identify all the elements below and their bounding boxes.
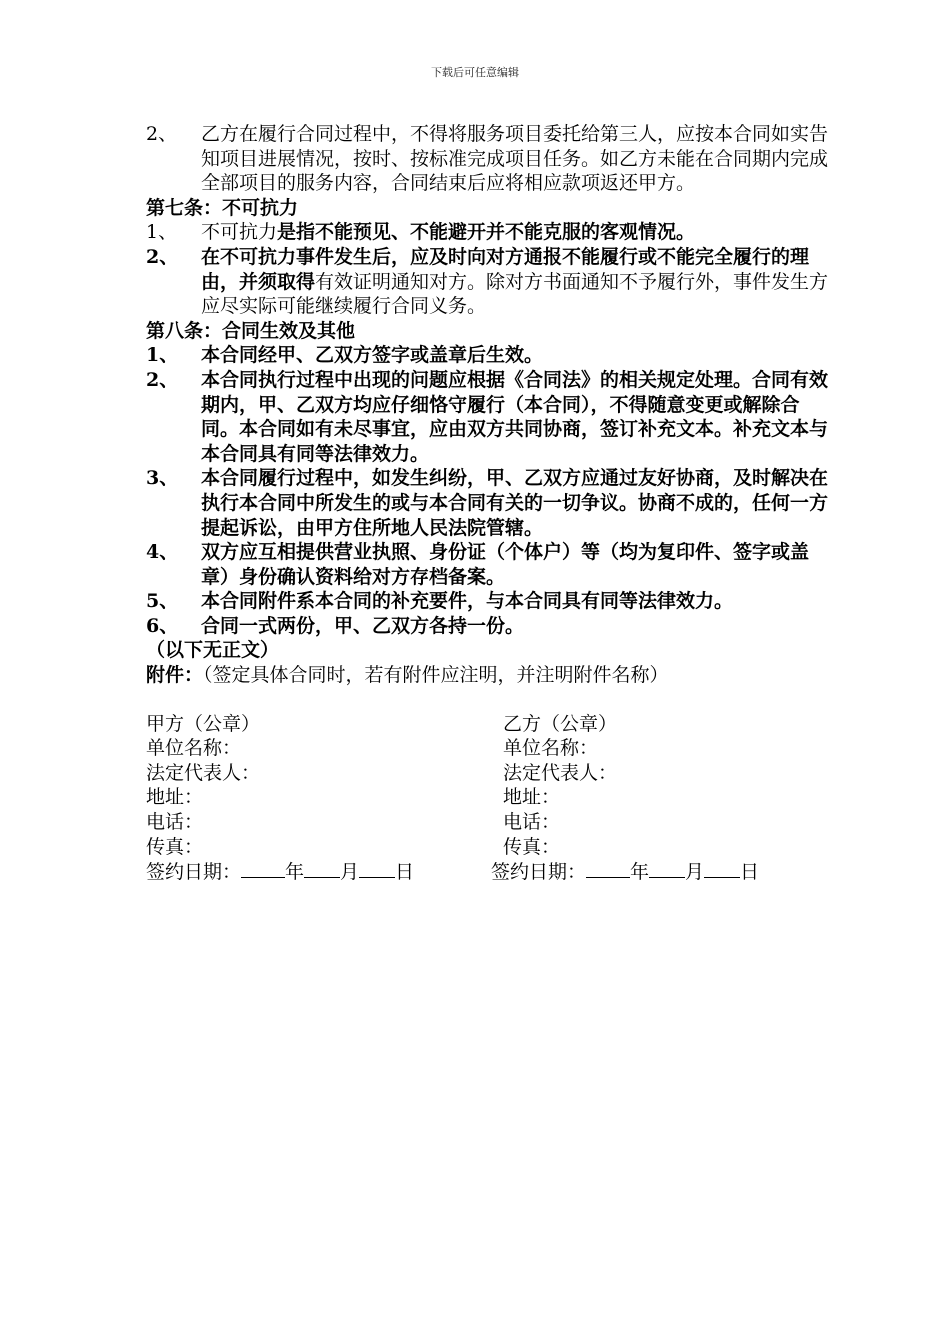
day-label: 日 [395,861,415,884]
month-label: 月 [340,861,360,884]
item-number: 4、 [146,541,179,564]
year-label: 年 [630,861,650,884]
item-text: 本合同履行过程中，如发生纠纷，甲、乙双方应通过友好协商，及时解决在执行本合同中所发生的或与本合同有关的一切争议。协商不成的，任何一方提起诉讼，由甲方住所地人民法院管辖。 [201,467,829,539]
party-a-seal: 甲方（公章） [146,712,261,735]
party-b-date [491,859,759,885]
clause6-item-2 [146,122,836,196]
party-a-phone: 电话： [146,811,204,834]
year-blank[interactable] [586,859,630,878]
year-label: 年 [285,861,305,884]
year-blank[interactable] [241,859,285,878]
party-b-phone: 电话： [503,811,561,834]
item-number: 1、 [146,344,179,367]
item-text: 本合同附件系本合同的补充要件，与本合同具有同等法律效力。 [201,590,734,613]
item-number: 1、 [146,221,178,244]
item-text: 乙方在履行合同过程中，不得将服务项目委托给第三人，应按本合同如实告知项目进展情况，按时、按标准完成项目任务。如乙方未能在合同期内完成全部项目的服务内容，合同结束后应将相应款项返还甲方。 [201,123,829,195]
item-text: 双方应互相提供营业执照、身份证（个体户）等（均为复印件、签字或盖章）身份确认资料给对方存档备案。 [201,541,810,588]
clause8-item-5 [146,589,836,614]
signature-row-phone [146,810,836,835]
clause7-item-2 [146,245,836,319]
end-note: （以下无正文） [146,639,280,662]
signature-row-address [146,785,836,810]
item-number: 5、 [146,590,179,613]
clause8-item-6 [146,614,836,639]
clause8-item-4 [146,540,836,589]
item-number: 6、 [146,614,179,637]
signature-row-company [146,736,836,761]
party-a-address: 地址： [146,786,204,809]
party-b-fax: 传真： [503,835,561,858]
signature-row-date [146,859,836,884]
item-text: 本合同执行过程中出现的问题应根据《合同法》的相关规定处理。合同有效期内，甲、乙双方均应仔细恪守履行（本合同），不得随意变更或解除合同。本合同如有未尽事宜，应由双方共同协商，签订补充文本。补充文本与本合同具有同等法律效力。 [201,368,829,465]
item-number: 2、 [146,123,178,145]
month-blank[interactable] [304,859,340,878]
signature-row-fax [146,835,836,860]
day-label: 日 [740,861,760,884]
attachment-text: （签定具体合同时，若有附件应注明，并注明附件名称） [203,664,669,687]
attachment-line [146,663,836,688]
item-text: 本合同经甲、乙双方签字或盖章后生效。 [201,344,544,367]
day-blank[interactable] [359,859,395,878]
item-text-bold: 是指不能预见、不能避开并不能克服的客观情况。 [277,221,696,244]
attachment-label: 附件： [146,664,204,687]
clause7-title: 第七条：不可抗力 [146,196,299,219]
month-label: 月 [685,861,705,884]
clause8-title: 第八条：合同生效及其他 [146,319,356,342]
item-number: 2、 [146,245,179,268]
item-text-regular: 有效证明通知对方。除对方书面通知不予履行外，事件发生方应尽实际可能继续履行合同义务。 [201,270,829,318]
party-a-fax: 传真： [146,835,204,858]
date-label: 签约日期： [146,861,242,884]
item-text: 合同一式两份，甲、乙双方各持一份。 [201,614,525,637]
item-text-bold: 在不可抗力事件发生后，应及时向对方通报不能履行或不能完全履行的理由，并须取得 [201,245,810,293]
signature-row-seal [146,712,836,737]
clause8-item-2 [146,368,836,466]
date-label: 签约日期： [491,861,587,884]
clause8-item-1 [146,343,836,368]
contract-body [146,122,836,884]
item-number: 2、 [146,368,179,391]
day-blank[interactable] [704,859,740,878]
party-b-rep: 法定代表人： [503,761,618,784]
month-blank[interactable] [649,859,685,878]
party-b-company: 单位名称： [503,737,599,760]
page-header: 下载后可任意编辑 [431,66,519,79]
party-b-seal: 乙方（公章） [503,712,618,735]
clause8-item-3 [146,466,836,540]
clause7-item-1 [146,220,836,245]
party-a-date [146,859,414,885]
item-text-regular: 不可抗力 [201,221,278,244]
signature-row-rep [146,761,836,786]
party-a-rep: 法定代表人： [146,761,261,784]
item-number: 3、 [146,467,179,490]
party-b-address: 地址： [503,786,561,809]
party-a-company: 单位名称： [146,737,242,760]
